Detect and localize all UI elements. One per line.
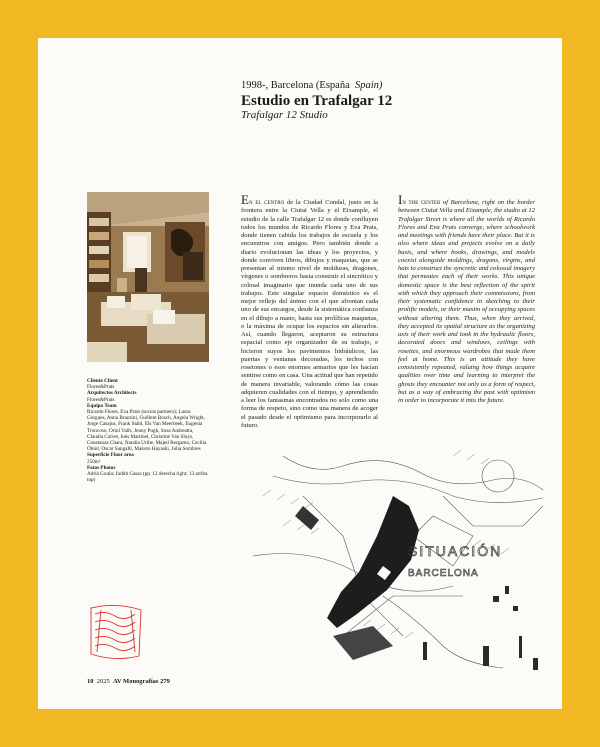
credit-area-label: Superficie Floor area [87, 452, 134, 459]
body-text-english [398, 192, 535, 405]
stamp-icon [87, 602, 145, 660]
article-header [241, 80, 541, 121]
article-subtitle: Trafalgar 12 Studio [241, 109, 328, 121]
situation-map [243, 436, 553, 686]
dropcap-en: I [398, 192, 403, 207]
credit-architects-value: Flores&Prats [87, 396, 115, 403]
magazine-name: AV Monografías 279 [113, 678, 170, 685]
map-label-situacion: SITUACIÓN [408, 543, 503, 559]
text-en: of Barcelona, right on the border between Ciutat Vella and Eixample, the studio at 12 Trafalgar Street is where all the worlds of Ricardo Flores and Eva Prats converge, where schoolwork and meetings with friends have their place. But it is also where ideas and projects evolve on a daily basis, and where books, drawings, and models coexist alongside moldings, dragons, virgins, and hats to construct the syncretic and colossal imagery that permeates each of their works. This unique domestic space is the best reflection of the spirit with which they approach their commissions, from their systematic confidence in sketching to their prolific models, or their maxim of occupying spaces without altering them. Thus, when they arrived, they accepted its spatial structure as the organizing axis of their work and took in the hydraulic floors, decorated doors and windows, ceilings with rosettes, and enormous wardrobes that made them feel at home. This is an attitude they have consistently repeated, valuing how things acquire qualities over time and learning to interpret the ghosts they encounter not only as a form of respect, but as a way of embracing the past with optimism in order to incorporate it into the future. [398, 199, 535, 404]
credit-client-label: Cliente Client [87, 378, 118, 384]
page-footer [87, 678, 170, 686]
credit-client-value: Flores&Prats [87, 384, 115, 391]
credit-team-label: Equipo Team [87, 402, 117, 409]
studio-interior-photo [87, 192, 209, 362]
lead-en: n the center [402, 199, 441, 206]
text-es: de la Ciudad Condal, justo en la frontera entre la Ciutat Vella y el Eixample, el estudio de la calle Trafalgar 12 es donde confluyen todos los mundos de Ricardo Flores y Eva Prats, donde tienen cabida los trabajos de escuela y los encuentros con amigos. Pero también donde a diario evolucionan las ideas y los proyectos, y donde conviven libros, dibujos y maquetas, que se presentan al mismo nivel de molduras, dragones, vírgenes o sombreros hasta construir el sincrético y colosal imaginario que inunda cada uno de sus trabajos. Este singular espacio doméstico es el mejor reflejo del ánimo con el que afrontan cada uno de sus encargos, desde la sistemática confianza en el dibujo a mano, hasta sus prolíficas maquetas, o la máxima de ocupar los espacios sin alterarlos. Así, cuando llegaron, aceptaron su estructura espacial como eje organizador de su trabajo, e hicieron suyos los pavimentos hidráulicos, las puertas y ventanas decoradas, los techos con rosetones o esos enormes armarios que les hacían sentirse como en casa. Una actitud que han repetido de manera invariable, valorando cómo las cosas adquieren cualidades con el tiempo, y aprendiendo a leer los fantasmas encontrados no solo como una forma de respeto, sino como una manera de acoger el pasado desde el optimismo para incorporarlo al futuro. [241, 199, 378, 429]
date-location: 1998-, Barcelona (España Spain) [241, 80, 383, 91]
map-label-city: BARCELONA [408, 568, 479, 579]
credit-photos-value: Adrià Goula; Judith Casas (pp. 12 derecha right; 13 arriba top) [87, 471, 208, 484]
body-text-spanish [241, 192, 378, 430]
credit-area-value: 250m² [87, 458, 101, 465]
studio-interior-illustration [87, 192, 209, 362]
dropcap-es: E [241, 192, 249, 207]
credit-architects-label: Arquitectos Architects [87, 390, 137, 397]
article-title: Estudio en Trafalgar 12 [241, 93, 393, 109]
project-credits [87, 378, 209, 483]
lead-es: n el centro [248, 199, 285, 206]
credit-photos-label: Fotos Photos [87, 464, 116, 471]
page-number: 10 [87, 678, 94, 685]
architect-stamp [87, 602, 145, 660]
magazine-page [38, 38, 562, 709]
site-plan-drawing [243, 436, 553, 686]
credit-team-value: Ricardo Flores, Eva Prats (socios partners); Laura Gorgues, Anna Brazzini, Guillem Bosch, Angela Wright, Jorge Casajus, Frank Stahl, Els Van Meerbeek, Eugenia Troncoso, Oriol Valls, Jenny Pugh, Sosa Andreatta, Claudia Calvet, Inés Martinel, Christine Van Sluys, Constanza Chara, Natalia Uribe, Majed Bergamo, Cecilia Obiol, Oscar Sangalli, Makoto Hayashi, Julia Sombres [87, 409, 207, 453]
issue-year: 2025 [96, 678, 110, 685]
